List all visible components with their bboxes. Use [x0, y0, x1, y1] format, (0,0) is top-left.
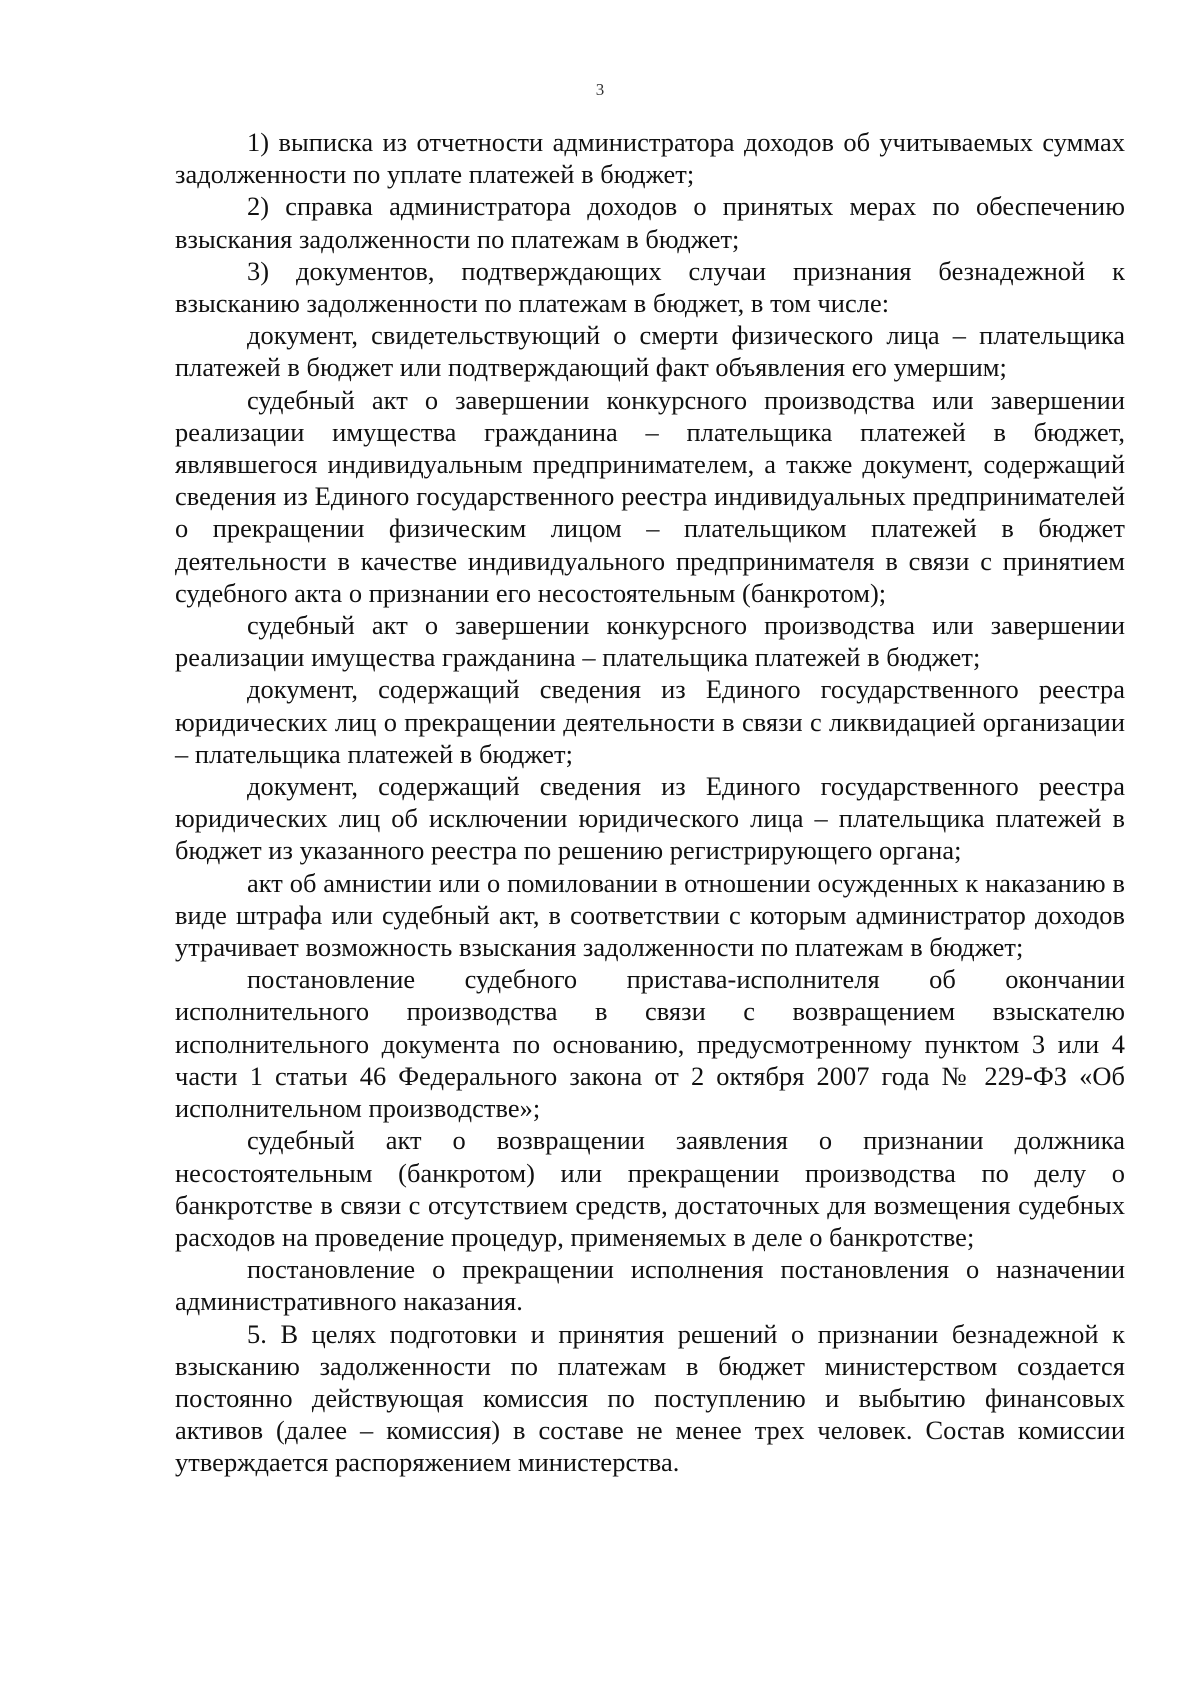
paragraph-court-return: судебный акт о возвращении заявления о признании должника несостоятельным (банкротом) или прекращении производства по делу о банкротстве в связи с отсутствием средств, достаточных для возмещения судебных расходов на проведение процедур, применяемых в деле о банкротстве;: [175, 1125, 1125, 1252]
paragraph-section-5: 5. В целях подготовки и принятия решений о признании безнадежной к взысканию задолженности по платежам в бюджет министерством создается постоянно действующая комиссия по поступлению и выбытию финансовых активов (далее – комиссия) в составе не менее трех человек. Состав комиссии утверждается распоряжением министерства.: [175, 1318, 1125, 1478]
paragraph-termination: постановление о прекращении исполнения постановления о назначении административного наказания.: [175, 1254, 1125, 1317]
paragraph-item-1: 1) выписка из отчетности администратора доходов об учитываемых суммах задолженности по уплате платежей в бюджет;: [175, 127, 1125, 190]
paragraph-death-document: документ, свидетельствующий о смерти физического лица – плательщика платежей в бюджет или подтверждающий факт объявления его умершим;: [175, 320, 1125, 383]
document-body: [175, 126, 1125, 1479]
paragraph-liquidation: документ, содержащий сведения из Единого государственного реестра юридических лиц о прекращении деятельности в связи с ликвидацией организации – плательщика платежей в бюджет;: [175, 674, 1125, 769]
paragraph-bailiff-resolution: постановление судебного пристава-исполнителя об окончании исполнительного производства в связи с возвращением взыскателю исполнительного документа по основанию, предусмотренному пунктом 3 или 4 части 1 статьи 46 Федерального закона от 2 октября 2007 года № 229-ФЗ «Об исполнительном производстве»;: [175, 964, 1125, 1124]
paragraph-bankruptcy-entrepreneur: судебный акт о завершении конкурсного производства или завершении реализации имущества гражданина – плательщика платежей в бюджет, являвшегося индивидуальным предпринимателем, а также документ, содержащий сведения из Единого государственного реестра индивидуальных предпринимателей о прекращении физическим лицом – плательщиком платежей в бюджет деятельности в качестве индивидуального предпринимателя в связи с принятием судебного акта о признании его несостоятельным (банкротом);: [175, 384, 1125, 608]
paragraph-bankruptcy-citizen: судебный акт о завершении конкурсного производства или завершении реализации имущества гражданина – плательщика платежей в бюджет;: [175, 610, 1125, 673]
paragraph-amnesty: акт об амнистии или о помиловании в отношении осужденных к наказанию в виде штрафа или судебный акт, в соответствии с которым администратор доходов утрачивает возможность взыскания задолженности по платежам в бюджет;: [175, 867, 1125, 963]
page-number: 3: [595, 80, 605, 99]
paragraph-item-2: 2) справка администратора доходов о принятых мерах по обеспечению взыскания задолженности по платежам в бюджет;: [175, 191, 1125, 254]
paragraph-exclusion: документ, содержащий сведения из Единого государственного реестра юридических лиц об исключении юридического лица – плательщика платежей в бюджет из указанного реестра по решению регистрирующего органа;: [175, 771, 1125, 866]
paragraph-item-3: 3) документов, подтверждающих случаи признания безнадежной к взысканию задолженности по платежам в бюджет, в том числе:: [175, 255, 1125, 319]
